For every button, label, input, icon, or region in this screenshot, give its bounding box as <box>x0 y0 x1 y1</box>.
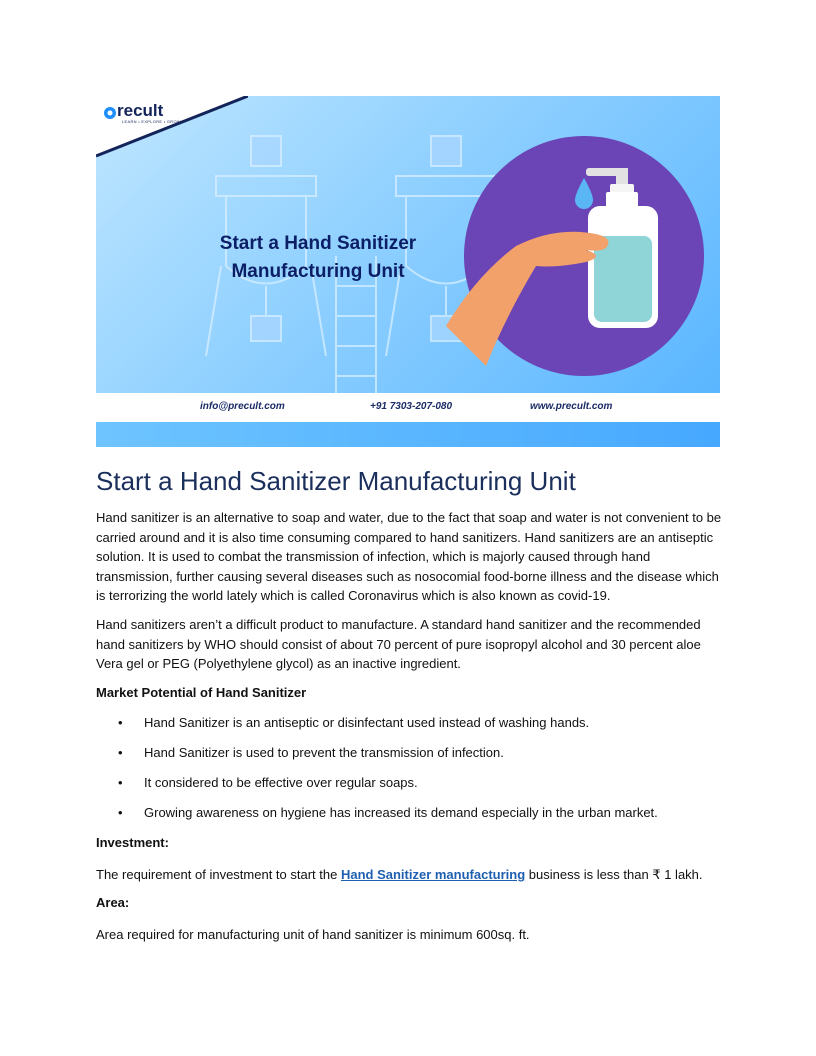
area-paragraph: Area required for manufacturing unit of hand sanitizer is minimum 600sq. ft. <box>96 927 530 942</box>
intro-paragraph: Hand sanitizer is an alternative to soap and water, due to the fact that soap and water is not convenient to be carried around and it is also time consuming compared to hand sanitizers. Hand sanitizers are an antiseptic solution. It is used to combat the transmission of infection, which is majorly caused through hand transmission, further causing several diseases such as nosocomial food-borne illness and the disease which is terrorizing the world lately which is called Coronavirus which is also known as covid-19. <box>96 510 722 603</box>
market-bullet-2: Hand Sanitizer is used to prevent the transmission of infection. <box>144 745 504 760</box>
investment-text-after: business is less than ₹ 1 lakh. <box>525 867 703 882</box>
banner-title <box>168 230 468 286</box>
investment-paragraph <box>96 865 722 885</box>
bullet-marker: • <box>118 805 123 820</box>
bullet-marker: • <box>118 775 123 790</box>
banner-title-line1: Start a Hand Sanitizer <box>219 233 417 254</box>
second-paragraph: Hand sanitizers aren’t a difficult product to manufacture. A standard hand sanitizer and the recommended hand sanitizers by WHO should consist of about 70 percent of pure isopropyl alcohol and 30 percent aloe Vera gel or PEG (Polyethylene glycol) as an inactive ingredient. <box>96 617 701 671</box>
logo-text: recult <box>117 101 164 120</box>
logo-tagline: LEARN • EXPLORE • GROW <box>122 119 181 124</box>
investment-heading: Investment: <box>96 835 169 850</box>
market-bullet-4: Growing awareness on hygiene has increased its demand especially in the urban market. <box>144 805 658 820</box>
sanitizer-bottle-illustration <box>436 126 720 393</box>
banner-footer-strip <box>96 422 720 447</box>
banner-title-line2: Manufacturing Unit <box>231 261 405 282</box>
hand-sanitizer-manufacturing-link[interactable]: Hand Sanitizer manufacturing <box>340 867 526 882</box>
bullet-marker: • <box>118 745 123 760</box>
contact-row <box>96 393 720 422</box>
investment-text-before: The requirement of investment to start the <box>96 867 341 882</box>
market-bullet-1: Hand Sanitizer is an antiseptic or disinfectant used instead of washing hands. <box>144 715 590 730</box>
hero-banner <box>96 96 720 447</box>
page-title: Start a Hand Sanitizer Manufacturing Unit <box>96 466 576 496</box>
bullet-marker: • <box>118 715 123 730</box>
contact-email[interactable]: info@precult.com <box>200 401 285 412</box>
contact-phone[interactable]: +91 7303-207-080 <box>370 401 453 412</box>
contact-website[interactable]: www.precult.com <box>530 401 613 412</box>
area-heading: Area: <box>96 895 130 910</box>
market-bullet-3: It considered to be effective over regular soaps. <box>144 775 418 790</box>
market-potential-heading: Market Potential of Hand Sanitizer <box>96 685 307 700</box>
